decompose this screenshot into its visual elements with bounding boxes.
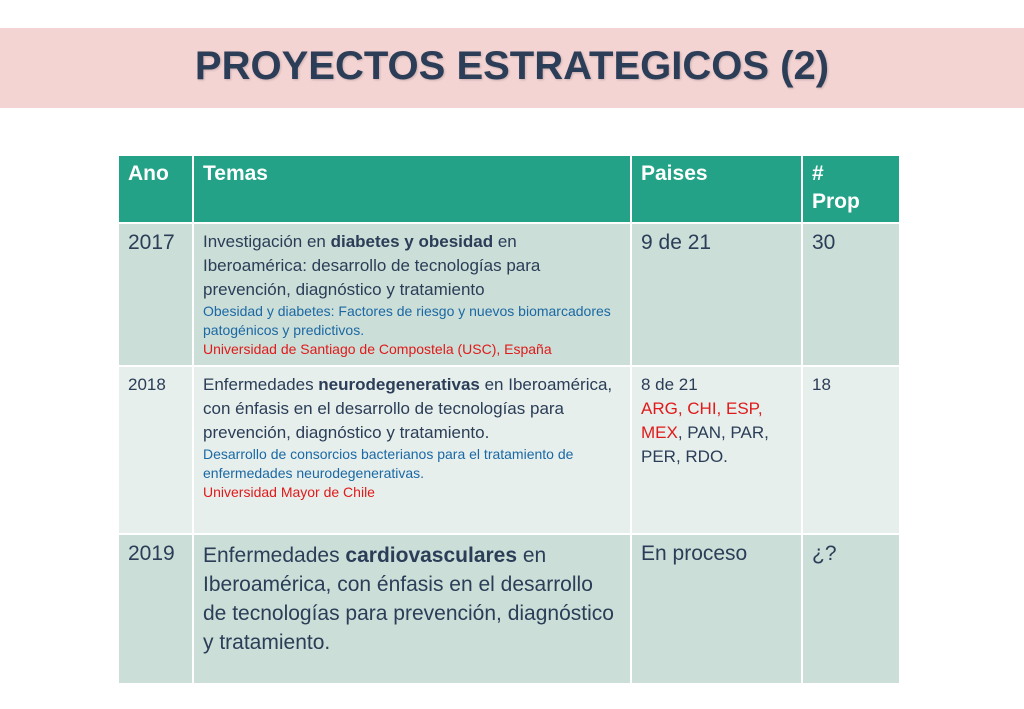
row-topic (193, 534, 631, 684)
countries-list (641, 397, 792, 469)
countries-count: 8 de 21 (641, 375, 698, 394)
row-year: 2019 (118, 534, 193, 684)
row-topic (193, 366, 631, 534)
row-countries: En proceso (631, 534, 802, 684)
projects-table (117, 154, 901, 685)
row-proposals: 30 (802, 223, 900, 366)
header-topics: Temas (193, 155, 631, 223)
header-countries: Paises (631, 155, 802, 223)
topic-keyword: diabetes y obesidad (330, 232, 494, 251)
header-proposals-label: Prop (812, 190, 860, 213)
row-countries: 9 de 21 (631, 223, 802, 366)
topic-keyword: cardiovasculares (345, 544, 518, 567)
header-proposals (802, 155, 900, 223)
row-countries (631, 366, 802, 534)
topic-prefix: Enfermedades (203, 544, 346, 567)
table-header-row (118, 155, 900, 223)
countries-highlighted: ARG, CHI, ESP, MEX (641, 399, 763, 442)
topic-prefix: Enfermedades (203, 375, 319, 394)
topic-suffix: en Iberoamérica: desarrollo de tecnologías para prevención, diagnóstico y tratamiento (203, 232, 541, 299)
topic-keyword: neurodegenerativas (318, 375, 480, 394)
institution-name: Universidad de Santiago de Compostela (USC), España (203, 341, 552, 357)
project-name: Desarrollo de consorcios bacterianos para el tratamiento de enfermedades neurodegenerativas. (203, 446, 574, 481)
slide-title: PROYECTOS ESTRATEGICOS (2) (194, 44, 830, 88)
table-row (118, 366, 900, 534)
topic-suffix: en Iberoamérica, con énfasis en el desarrollo de tecnologías para prevención, diagnóstico y tratamiento. (203, 544, 614, 654)
table-row (118, 223, 900, 366)
topic-suffix: en Iberoamérica, con énfasis en el desarrollo de tecnologías para prevención, diagnóstico y tratamiento. (203, 375, 613, 442)
topic-text (203, 230, 621, 302)
row-proposals: 18 (802, 366, 900, 534)
row-topic (193, 223, 631, 366)
row-year: 2018 (118, 366, 193, 534)
countries-others: , PAN, PAR, PER, RDO. (641, 423, 769, 466)
row-year: 2017 (118, 223, 193, 366)
header-year: Ano (118, 155, 193, 223)
topic-text (203, 541, 621, 657)
table-row (118, 534, 900, 684)
header-proposals-hash: # (812, 162, 824, 185)
topic-prefix: Investigación en (203, 232, 331, 251)
project-name: Obesidad y diabetes: Factores de riesgo y nuevos biomarcadores patogénicos y predictivos. (203, 303, 611, 338)
row-proposals: ¿? (802, 534, 900, 684)
institution-name: Universidad Mayor de Chile (203, 484, 375, 500)
topic-text (203, 373, 621, 445)
